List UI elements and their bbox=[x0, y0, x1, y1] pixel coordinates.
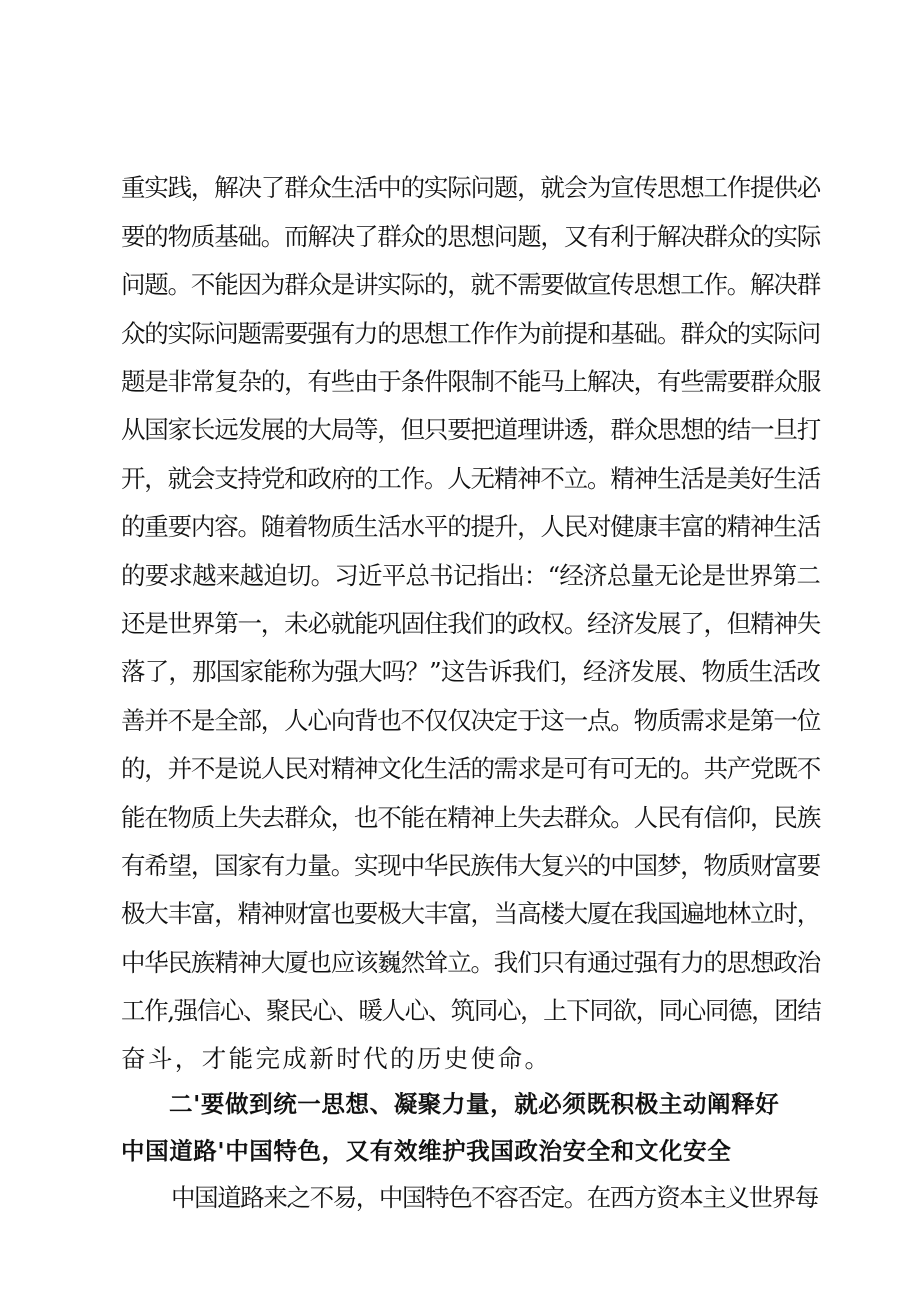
paragraph-line: 有希望，国家有力量。实现中华民族伟大复兴的中国梦，物质财富要 bbox=[121, 851, 820, 880]
paragraph-line: 落了，那国家能称为强大吗？”这告诉我们，经济发展、物质生活改 bbox=[121, 657, 821, 686]
paragraph-line: 问题。不能因为群众是讲实际的，就不需要做宣传思想工作。解决群 bbox=[121, 270, 820, 299]
paragraph-line: 善并不是全部，人心向背也不仅仅决定于这一点。物质需求是第一位 bbox=[121, 706, 820, 735]
section-heading-line: 二'要做到统一思想、凝聚力量，就必须既积极主动阐释好 bbox=[169, 1090, 780, 1118]
paragraph-line: 众的实际问题需要强有力的思想工作作为前提和基础。群众的实际问 bbox=[121, 319, 820, 348]
paragraph-line: 从国家长远发展的大局等，但只要把道理讲透，群众思想的结一旦打 bbox=[121, 415, 820, 444]
paragraph-line: 工作,强信心、聚民心、暖人心、筑同心，上下同欲，同心同德，团结 bbox=[121, 996, 821, 1025]
paragraph-line: 还是世界第一，未必就能巩固住我们的政权。经济发展了，但精神失 bbox=[121, 609, 820, 638]
paragraph-line: 奋斗，才能完成新时代的历史使命。 bbox=[121, 1044, 552, 1073]
paragraph-line: 中华民族精神大厦也应该巍然耸立。我们只有通过强有力的思想政治 bbox=[121, 948, 820, 977]
section-heading-line: 中国道路'中国特色，又有效维护我国政治安全和文化安全 bbox=[121, 1137, 732, 1165]
paragraph-line: 重实践，解决了群众生活中的实际问题，就会为宣传思想工作提供必 bbox=[121, 173, 820, 202]
paragraph-line: 要的物质基础。而解决了群众的思想问题，又有利于解决群众的实际 bbox=[121, 222, 820, 251]
paragraph-line: 的要求越来越迫切。习近平总书记指出：“经济总量无论是世界第二 bbox=[121, 561, 821, 590]
paragraph-line: 能在物质上失去群众，也不能在精神上失去群众。人民有信仰，民族 bbox=[121, 803, 820, 832]
paragraph-line: 的，并不是说人民对精神文化生活的需求是可有可无的。共产党既不 bbox=[121, 754, 820, 783]
paragraph-line: 中国道路来之不易，中国特色不容否定。在西方资本主义世界每 bbox=[171, 1183, 818, 1212]
paragraph-line: 极大丰富，精神财富也要极大丰富，当高楼大厦在我国遍地林立时， bbox=[121, 899, 820, 928]
paragraph-line: 的重要内容。随着物质生活水平的提升，人民对健康丰富的精神生活 bbox=[121, 512, 820, 541]
paragraph-line: 题是非常复杂的，有些由于条件限制不能马上解决，有些需要群众服 bbox=[121, 367, 820, 396]
paragraph-line: 开，就会支持党和政府的工作。人无精神不立。精神生活是美好生活 bbox=[121, 464, 820, 493]
